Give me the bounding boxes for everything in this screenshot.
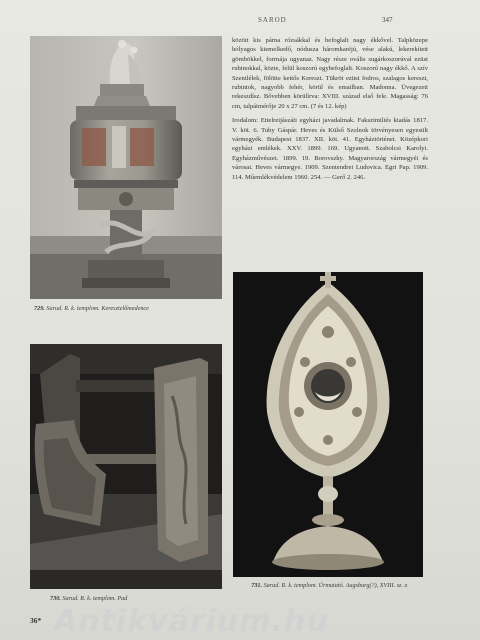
caption-figure-731	[236, 582, 424, 590]
caption-text: Sarud. R. k. templom. Keresztelőmedence	[46, 305, 149, 312]
body-paragraph-description: között kis párna rózsákkal és befoglalt nagy ékkővel. Talpközepe hólyagos kiemelkedő, nódusza háromkaréjú, vése alakú, lekerekített gömbökkel, forrnája ugyanaz. Nagy része ovális sugárkoszorúval ezüst rubinokkal, közte, felül koszorú egybefoglalt. Koszorú nagy ékkő. A szív Szentlélek, fölötte kettős Kereszt. Tükröt ezüst fodros, szalagos kereszt, rubintok, nagyobb fehér, körül és emailban. Madonna. Üvegezett rekeszdísz. Bővebben körülírva: XVIII. század első fele. Magasság: 76 cm, talpátmérője 20 x 27 cm. (7 és 12. kép)	[232, 37, 428, 110]
running-head-page-number: 347	[382, 16, 393, 24]
caption-number: 731.	[251, 582, 263, 589]
caption-number: 729.	[34, 305, 45, 312]
watermark-text: Antikvárium.hu	[54, 604, 329, 639]
baptismal-font-image	[30, 36, 222, 299]
photo-baptismal-font	[30, 36, 222, 299]
caption-text: Sarud. R. k. templom. Pad	[62, 595, 128, 602]
caption-figure-730	[50, 595, 220, 603]
running-head	[0, 16, 480, 26]
caption-number: 730.	[50, 595, 61, 602]
pew-image	[30, 344, 222, 589]
monstrance-image	[233, 272, 423, 577]
body-text-column	[232, 36, 428, 187]
photo-monstrance	[233, 272, 423, 577]
page-number: 36*	[30, 616, 42, 625]
photo-pew	[30, 344, 222, 589]
running-head-title: SAROD	[258, 16, 287, 24]
caption-text: Sarud. R. k. templom. Úrmutató. Augsburg(?), XVIII. sz. e.	[263, 582, 409, 589]
body-paragraph-literature: Irodalom: Ettelreijászáti egyházi javadalmak. Fakszimiliés kiadás 1817. V. köt. 6. Tuby Gáspár. Heves és Külső Szolnok törvényesen egyesült vármegyék. Budapest 1837. XII. köt. 41. Egyháztörténet. Középkori egyházi emlékek. XXV. 1899. 169. Ugyanott. Szabolcsi Karolyi. Egyházművészet. 1899. 19. Borovszky. Magyarország vármegyéi és városai. Heves vármegye. 1909. Szentendrei Ludovica. Egri Pap. 1909. 114. Műemlékvédelem 1960. 254. — Gerő 2. 246.	[232, 117, 428, 181]
caption-figure-729	[34, 305, 224, 313]
